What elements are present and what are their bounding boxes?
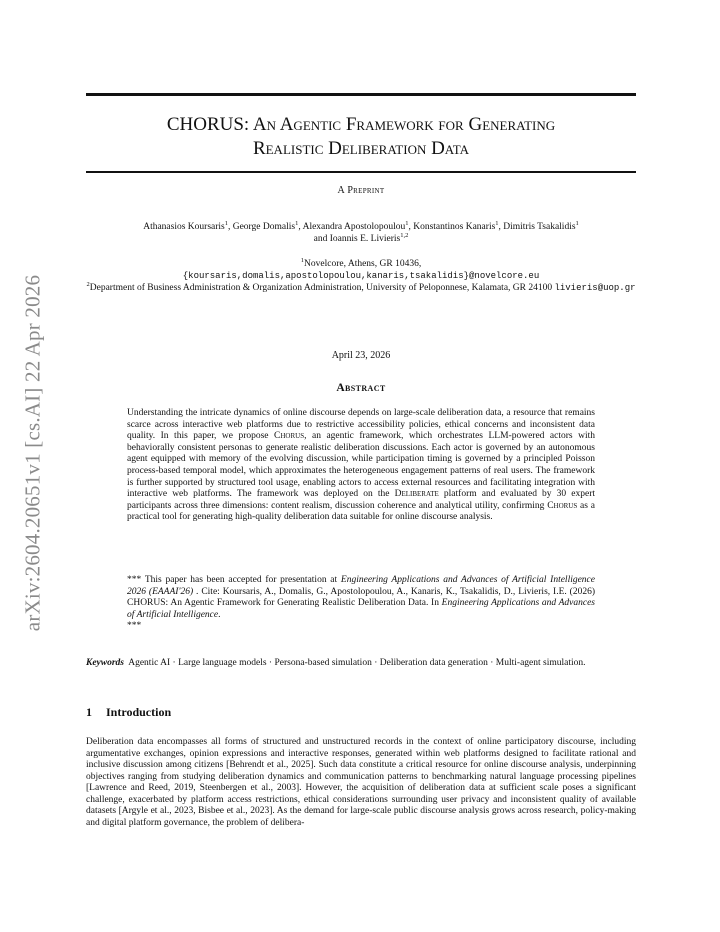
author-affiliation-mark: 1 [575, 219, 579, 227]
title-line-1: CHORUS: An Agentic Framework for Generating [166, 114, 556, 135]
paper-title [86, 113, 636, 161]
affiliation-1-text: Novelcore, Athens, GR 10436, [304, 259, 422, 269]
title-bottom-rule [86, 171, 636, 173]
affiliation-mark: 2 [86, 280, 90, 288]
author-affiliation-mark: 1 [295, 219, 299, 227]
affiliation-mark: 1 [300, 256, 305, 264]
note-end-marker: *** [127, 621, 142, 632]
publication-date: April 23, 2026 [331, 350, 391, 361]
keywords-label: Keywords [86, 658, 124, 668]
keywords-text: Agentic AI · Large language models · Persona-based simulation · Deliberation data generation · Multi-agent simulation. [128, 658, 586, 668]
author-affiliation-mark: 1 [405, 219, 409, 227]
author-name: and Ioannis E. Livieris [313, 234, 401, 244]
abstract-heading: Abstract [336, 382, 386, 394]
section-title: Introduction [106, 705, 172, 719]
abstract-text: Understanding the intricate dynamics of online discourse depends on large-scale deliberation data, a resource that remains scarce across interactive web platforms due to restrictive accessibility policies, ethical concerns and inconsistent data quality. In this paper, we propose [127, 408, 595, 442]
affiliations [86, 258, 636, 294]
framework-name: Chorus [274, 431, 305, 442]
keywords [86, 657, 636, 669]
arxiv-identifier-stamp [18, 262, 48, 644]
journal-name: Engineering Applications and Advances of Artificial Intelligence [127, 598, 595, 620]
affiliation-1-emails[interactable]: {koursaris,domalis,apostolopoulou,kanaris,tsakalidis}@novelcore.eu [182, 271, 540, 281]
section-heading [86, 705, 171, 720]
author-line-1: Athanasios Koursaris$^1$, George Domalis$^1$, Alexandra Apostolopoulou$^1$, Konstantinos Kanaris$^1$, Dimitris Tsakalidis$^1$ [143, 219, 579, 232]
author-affiliation-mark: 1,2 [400, 231, 409, 239]
abstract-text: platform and evaluated by 30 expert participants across three dimensions: content realism, discussion coherence and analytical utility, confirming [127, 489, 595, 511]
affiliation-1 [86, 258, 636, 270]
note-text: *** This paper has been accepted for presentation at [127, 575, 341, 585]
introduction-paragraph: Deliberation data encompasses all forms of structured and unstructured records in the context of online participatory discourse, including argumentative exchanges, opinion expressions and interactive responses, generated within web platforms designed to facilitate rational and inclusive discussion among citizens [Behrendt et al., 2025]. Such data constitute a critical resource for online discourse analysis, underpinning objectives ranging from studying deliberation dynamics and communication patterns to benchmarking natural language processing pipelines [Lawrence and Reed, 2019, Steenbergen et al., 2003]. However, the acquisition of deliberation data at sufficient scale poses a significant challenge, exacerbated by platform access restrictions, ethical considerations surrounding user privacy and inconsistent quality of available datasets [Argyle et al., 2023, Bisbee et al., 2023]. As the demand for large-scale public discourse analysis grows across research, policy-making and digital platform governance, the problem of delibera- [86, 737, 636, 828]
section-number: 1 [86, 705, 92, 719]
affiliation-2 [86, 282, 636, 294]
abstract-body [127, 408, 595, 524]
author-list [86, 221, 636, 245]
author-affiliation-mark: 1 [495, 219, 499, 227]
author-line-2 [86, 233, 636, 245]
affiliation-2-text: Department of Business Administration & Organization Administration, University of Peloponnese, Kalamata, GR 24100 [89, 283, 553, 293]
abstract-text: as a practical tool for generating high-quality deliberation data suitable for online discourse analysis. [127, 500, 595, 523]
note-text: . [218, 609, 221, 620]
author-name: Alexandra Apostolopoulou [302, 222, 406, 232]
preprint-label: A Preprint [337, 185, 385, 196]
author-name: Athanasios Koursaris [143, 222, 225, 232]
title-line-2: Realistic Deliberation Data [252, 138, 470, 159]
author-affiliation-mark: 1 [224, 219, 228, 227]
venue-name: Engineering Applications and Advances of Artificial Intelligence 2026 (EAAAI'26) [127, 575, 595, 597]
abstract-text: , an agentic framework, which orchestrates LLM-powered actors with behaviorally consistent personas to generate realistic deliberation discussions. Each actor is governed by an autonomous agent equipped with memory of the evolving discussion, while participation timing is governed by a principled Poisson process-based temporal model, which approximates the heterogeneous engagement patterns of real users. The framework is further supported by structured tool usage, enabling actors to access external resources and facilitating integration with interactive web platforms. The framework was deployed on the [127, 431, 595, 500]
affiliation-2-email[interactable]: livieris@uop.gr [554, 283, 636, 293]
platform-name: Deliberate [394, 489, 439, 500]
author-name: Dimitris Tsakalidis [503, 222, 576, 232]
author-name: Konstantinos Kanaris [413, 222, 496, 232]
author-name: George Domalis [232, 222, 296, 232]
acceptance-note [127, 575, 595, 633]
arxiv-identifier-text: arXiv:2604.20651v1 [cs.AI] 22 Apr 2026 [20, 274, 45, 632]
note-text: . Cite: Koursaris, A., Domalis, G., Apostolopoulou, A., Kanaris, K., Tsakalidis, D., Livieris, I.E. (2026) CHORUS: An Agentic Framework for Generating Realistic Deliberation Data. In [127, 586, 595, 609]
framework-name: Chorus [547, 500, 578, 511]
title-top-rule [86, 93, 636, 96]
